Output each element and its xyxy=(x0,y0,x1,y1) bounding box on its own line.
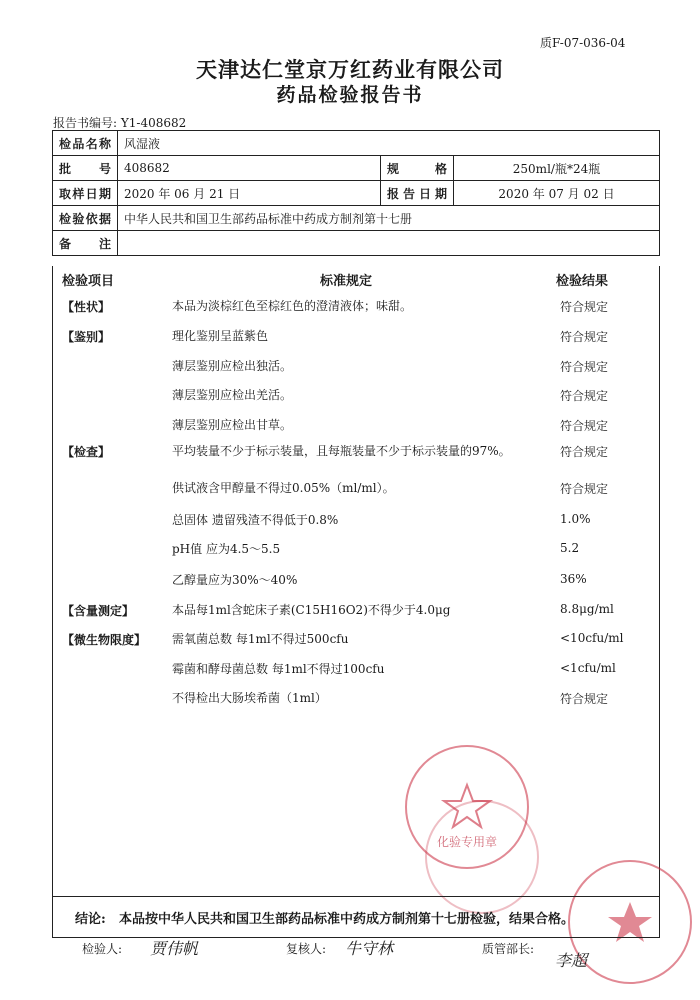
row-result: 1.0% xyxy=(560,512,591,526)
row-category: 【含量测定】 xyxy=(62,604,135,618)
spec-label: 规格 xyxy=(381,156,454,181)
column-item-header: 检验项目 xyxy=(62,274,115,289)
row-result: <10cfu/ml xyxy=(560,631,624,645)
row-result: 符合规定 xyxy=(560,445,609,459)
report-number xyxy=(53,114,186,131)
qa-label: 质管部长: xyxy=(482,942,535,956)
row-category: 【检查】 xyxy=(62,445,111,459)
company-name: 天津达仁堂京万红药业有限公司 xyxy=(196,58,504,82)
sample-date-value: 2020 年 06 月 21 日 xyxy=(118,181,381,206)
row-result: 符合规定 xyxy=(560,300,609,314)
column-result-header: 检验结果 xyxy=(556,274,609,289)
report-number-value: Y1-408682 xyxy=(120,116,187,130)
report-title: 药品检验报告书 xyxy=(276,84,424,106)
basis-value: 中华人民共和国卫生部药品标准中药成方制剂第十七册 xyxy=(118,206,660,231)
row-standard: 需氧菌总数 每1ml不得过500cfu xyxy=(172,632,349,646)
batch-label: 批号 xyxy=(53,156,118,181)
form-code: 质F-07-036-04 xyxy=(540,36,626,50)
lab-stamp-label: 化验专用章 xyxy=(436,835,497,849)
conclusion-box xyxy=(52,896,660,938)
row-standard: 不得检出大肠埃希菌（1ml） xyxy=(172,691,327,705)
qa-signature: 李超 xyxy=(555,951,588,970)
row-standard: 乙醇量应为30%～40% xyxy=(172,573,298,587)
inspector-signature: 贾伟帆 xyxy=(150,939,199,958)
batch-value: 408682 xyxy=(118,156,381,181)
row-result: 符合规定 xyxy=(560,482,609,496)
row-standard: pH值 应为4.5～5.5 xyxy=(172,542,281,556)
row-standard: 薄层鉴别应检出羌活。 xyxy=(172,388,293,402)
remark-value xyxy=(118,231,660,256)
reviewer-label: 复核人: xyxy=(286,942,327,956)
header-info-table xyxy=(52,130,660,256)
row-standard: 供试液含甲醇量不得过0.05%（ml/ml）。 xyxy=(172,481,395,495)
inspector-label: 检验人: xyxy=(82,942,123,956)
reviewer-signature: 牛守林 xyxy=(345,939,394,958)
remark-label: 备注 xyxy=(53,231,118,256)
column-standard-header: 标准规定 xyxy=(320,274,373,289)
row-result: 符合规定 xyxy=(560,692,609,706)
conclusion-label: 结论: xyxy=(75,912,106,927)
row-standard: 理化鉴别呈蓝紫色 xyxy=(172,329,269,343)
row-result: <1cfu/ml xyxy=(560,661,616,675)
row-standard: 本品每1ml含蛇床子素(C15H16O2)不得少于4.0μg xyxy=(172,603,451,617)
row-category: 【微生物限度】 xyxy=(62,633,147,647)
row-standard: 霉菌和酵母菌总数 每1ml不得过100cfu xyxy=(172,662,385,676)
row-standard: 总固体 遗留残渣不得低于0.8% xyxy=(172,513,339,527)
report-date-label: 报告日期 xyxy=(381,181,454,206)
row-standard: 平均装量不少于标示装量，且每瓶装量不少于标示装量的97%。 xyxy=(172,444,511,458)
row-result: 5.2 xyxy=(560,541,580,555)
row-category: 【性状】 xyxy=(62,300,111,314)
row-result: 符合规定 xyxy=(560,330,609,344)
row-result: 符合规定 xyxy=(560,419,609,433)
row-standard: 薄层鉴别应检出甘草。 xyxy=(172,418,293,432)
name-value: 风湿液 xyxy=(118,131,660,156)
basis-label: 检验依据 xyxy=(53,206,118,231)
spec-value: 250ml/瓶*24瓶 xyxy=(454,156,660,181)
report-number-label: 报告书编号: xyxy=(53,116,118,130)
row-result: 符合规定 xyxy=(560,360,609,374)
conclusion-text: 本品按中华人民共和国卫生部药品标准中药成方制剂第十七册检验，结果合格。 xyxy=(119,912,575,927)
row-result: 符合规定 xyxy=(560,389,609,403)
row-result: 36% xyxy=(560,572,587,586)
row-standard: 薄层鉴别应检出独活。 xyxy=(172,359,293,373)
row-standard: 本品为淡棕红色至棕红色的澄清液体；味甜。 xyxy=(172,299,413,313)
name-label: 检品名称 xyxy=(53,131,118,156)
row-category: 【鉴别】 xyxy=(62,330,111,344)
row-result: 8.8μg/ml xyxy=(560,602,614,616)
sample-date-label: 取样日期 xyxy=(53,181,118,206)
report-date-value: 2020 年 07 月 02 日 xyxy=(454,181,660,206)
